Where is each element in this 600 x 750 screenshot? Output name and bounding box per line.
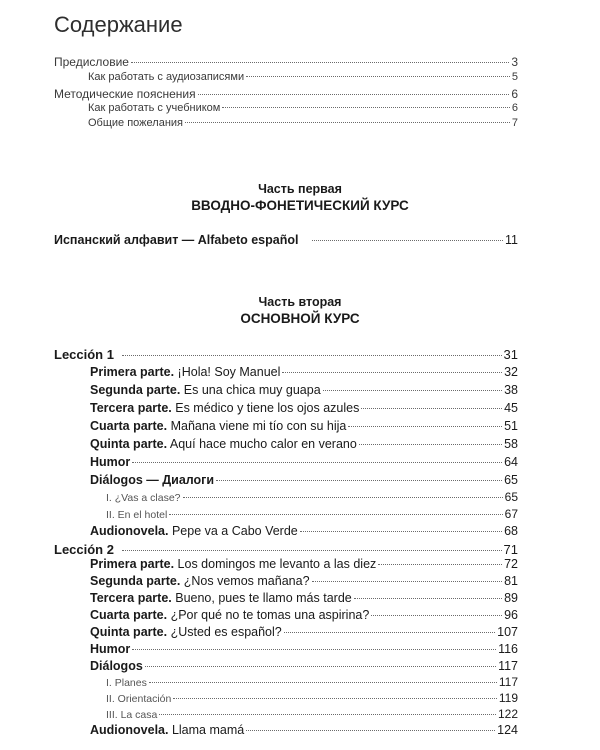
toc-entry-l2-dialog2[interactable] (106, 691, 518, 707)
dot-leader (300, 531, 502, 532)
toc-page-number: 45 (504, 401, 518, 415)
part-title: Diálogos (90, 659, 143, 673)
dot-leader (222, 107, 510, 108)
toc-page-number: 11 (505, 233, 518, 247)
toc-page-number: 38 (504, 383, 518, 397)
toc-page-number: 124 (497, 723, 518, 737)
part-label: Часть вторая (258, 295, 342, 309)
part-subtitle: ¿Nos vemos mañana? (180, 574, 310, 588)
toc-entry-lesson1[interactable] (54, 347, 518, 363)
toc-page-number: 31 (503, 347, 518, 362)
part-subtitle: ¡Hola! Soy Manuel (174, 365, 281, 379)
part2-heading (0, 294, 600, 328)
part-title: Primera parte. (90, 365, 175, 379)
toc-entry-audio[interactable] (88, 70, 518, 86)
dot-leader (354, 598, 502, 599)
toc-entry-l1-part3[interactable] (90, 401, 518, 417)
dot-leader (159, 714, 496, 715)
dot-leader (149, 682, 497, 683)
toc-entry-label: Как работать с учебником (88, 102, 221, 114)
toc-entry-l2-part1[interactable] (90, 557, 518, 573)
toc-entry-label: Методические пояснения (54, 87, 196, 101)
dialog-title: II. Orientación (106, 693, 172, 705)
toc-entry-l1-dialogues[interactable] (90, 473, 518, 489)
toc-entry-l1-part2[interactable] (90, 383, 518, 399)
dialog-title: III. La casa (106, 709, 158, 721)
part-name: ВВОДНО-ФОНЕТИЧЕСКИЙ КУРС (191, 198, 409, 213)
toc-entry-l2-part5[interactable] (90, 625, 518, 641)
part-subtitle: Es una chica muy guapa (180, 383, 321, 397)
dot-leader (361, 408, 502, 409)
dot-leader (173, 698, 496, 699)
dot-leader (246, 76, 510, 77)
toc-page-number: 122 (497, 707, 518, 721)
toc-entry-l1-part1[interactable] (90, 365, 518, 381)
dot-leader (198, 94, 510, 95)
toc-entry-l1-humor[interactable] (90, 455, 518, 471)
toc-entry-l1-part4[interactable] (90, 419, 518, 435)
dot-leader (145, 666, 496, 667)
dot-leader (282, 372, 502, 373)
toc-entry-l2-part2[interactable] (90, 574, 518, 590)
part-subtitle: Bueno, pues te llamo más tarde (171, 591, 352, 605)
dot-leader (122, 550, 502, 551)
toc-entry-l1-part5[interactable] (90, 437, 518, 453)
toc-entry-l1-dialog1[interactable] (106, 490, 518, 506)
dot-leader (122, 355, 502, 356)
part1-heading (0, 181, 600, 215)
toc-page-number: 58 (504, 437, 518, 451)
dot-leader (246, 730, 495, 731)
lesson-title: Lección 2 (54, 542, 114, 557)
dot-leader (348, 426, 502, 427)
toc-entry-label: Общие пожелания (88, 117, 183, 129)
dot-leader (378, 564, 502, 565)
toc-page-number: 51 (504, 419, 518, 433)
part-title: Segunda parte. (90, 574, 181, 588)
part-subtitle: ¿Por qué no te tomas una aspirina? (167, 608, 370, 622)
part-title: Quinta parte. (90, 625, 168, 639)
toc-page-number: 65 (504, 490, 518, 504)
part-title: Tercera parte. (90, 591, 172, 605)
toc-entry-label: Испанский алфавит — Alfabeto español (54, 233, 299, 247)
toc-page-number: 5 (511, 71, 518, 83)
dot-leader (131, 62, 509, 63)
toc-page-number: 89 (504, 591, 518, 605)
page-title: Содержание (54, 12, 183, 37)
toc-entry-l2-dialog3[interactable] (106, 707, 518, 723)
part-title: Primera parte. (90, 557, 175, 571)
toc-page-number: 117 (498, 675, 518, 689)
dot-leader (312, 581, 503, 582)
toc-page-number: 72 (504, 557, 518, 571)
toc-entry-wishes[interactable] (88, 116, 518, 132)
toc-page-number: 64 (504, 455, 518, 469)
dot-leader (216, 480, 502, 481)
dot-leader (359, 444, 502, 445)
dot-leader (185, 122, 510, 123)
lesson-title: Lección 1 (54, 347, 114, 362)
toc-page-number: 68 (504, 524, 518, 538)
toc-entry-l2-dialog1[interactable] (106, 675, 518, 691)
toc-page-number: 3 (511, 55, 518, 69)
dot-leader (183, 497, 503, 498)
part-label: Часть первая (258, 182, 342, 196)
dot-leader (169, 514, 502, 515)
toc-page-number: 117 (498, 659, 518, 673)
toc-entry-l2-part3[interactable] (90, 591, 518, 607)
toc-entry-l2-dialogues[interactable] (90, 659, 518, 675)
part-subtitle: Pepe va a Cabo Verde (168, 524, 298, 538)
toc-entry-l1-dialog2[interactable] (106, 507, 518, 523)
toc-page-number: 7 (511, 117, 518, 129)
part-title: Tercera parte. (90, 401, 172, 415)
dot-leader (323, 390, 502, 391)
dot-leader (371, 615, 502, 616)
toc-page-number: 119 (498, 691, 518, 705)
toc-entry-textbook[interactable] (88, 101, 518, 117)
toc-page-number: 6 (511, 87, 518, 101)
part-name: ОСНОВНОЙ КУРС (240, 311, 360, 326)
part-title: Humor (90, 455, 131, 469)
part-title: Cuarta parte. (90, 419, 168, 433)
toc-page-number: 6 (511, 102, 518, 114)
toc-page-number: 81 (504, 574, 518, 588)
part-title: Cuarta parte. (90, 608, 168, 622)
dot-leader (312, 240, 503, 241)
toc-page-number: 67 (504, 507, 518, 521)
toc-entry-l2-part4[interactable] (90, 608, 518, 624)
part-title: Audionovela. (90, 723, 169, 737)
toc-entry-label: Как работать с аудиозаписями (88, 71, 245, 83)
part-subtitle: Mañana viene mi tío con su hija (167, 419, 347, 433)
part-subtitle: Llama mamá (168, 723, 245, 737)
toc-entry-preface[interactable] (54, 55, 518, 71)
toc-page-number: 71 (503, 542, 518, 557)
dot-leader (132, 462, 502, 463)
dialog-title: I. Planes (106, 677, 147, 689)
toc-page-number: 65 (504, 473, 518, 487)
part-subtitle: ¿Usted es español? (167, 625, 282, 639)
toc-entry-l1-audionovel[interactable] (90, 524, 518, 540)
part-title: Quinta parte. (90, 437, 168, 451)
toc-entry-l2-humor[interactable] (90, 642, 518, 658)
toc-page-number: 32 (504, 365, 518, 379)
toc-page-number: 116 (498, 642, 518, 656)
part-subtitle: Aquí hace mucho calor en verano (167, 437, 357, 451)
toc-entry-label: Предисловие (54, 55, 129, 69)
dot-leader (284, 632, 495, 633)
part-title: Segunda parte. (90, 383, 181, 397)
part-subtitle: Los domingos me levanto a las diez (174, 557, 377, 571)
part-title: Humor (90, 642, 131, 656)
dialog-title: II. En el hotel (106, 509, 168, 521)
toc-page-number: 96 (504, 608, 518, 622)
dialog-title: I. ¿Vas a clase? (106, 492, 181, 504)
part-subtitle: Es médico y tiene los ojos azules (171, 401, 360, 415)
toc-entry-l2-audionovel[interactable] (90, 723, 518, 739)
part-title: Diálogos — Диалоги (90, 473, 215, 487)
toc-entry-lesson2[interactable] (54, 542, 518, 558)
toc-page-number: 107 (497, 625, 518, 639)
dot-leader (132, 649, 496, 650)
part-title: Audionovela. (90, 524, 169, 538)
toc-entry-alphabet[interactable] (54, 233, 518, 249)
